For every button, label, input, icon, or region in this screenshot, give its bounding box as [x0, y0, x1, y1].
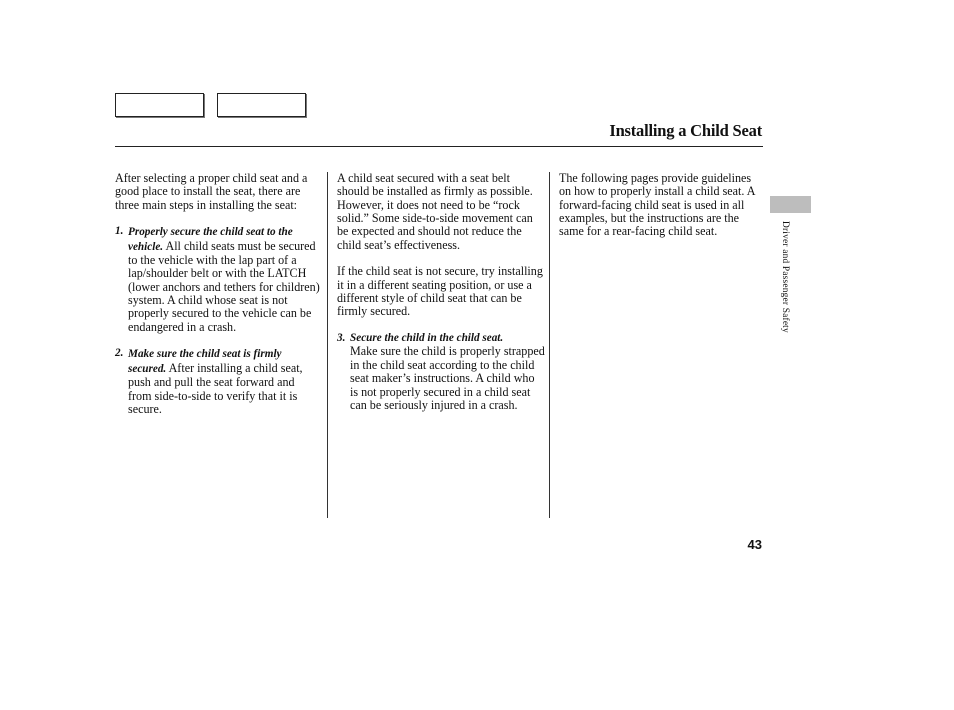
step-1-number: 1.: [115, 225, 124, 238]
step-3: [337, 332, 545, 412]
section-label: Driver and Passenger Safety: [780, 221, 790, 333]
text-column-2: [337, 172, 545, 426]
step-2: [115, 347, 320, 416]
step-2-number: 2.: [115, 347, 124, 360]
page-number: 43: [747, 537, 762, 552]
step-1-body: All child seats must be secured to the vehicle with the lap part of a lap/shoulder belt or with the LATCH (lower anchors and tethers for children) system. A child whose seat is not properly secured to the vehicle can be endangered in a crash.: [128, 238, 320, 334]
page-title: Installing a Child Seat: [609, 121, 762, 140]
intro-paragraph: After selecting a proper child seat and a good place to install the seat, there are three main steps in installing the seat:: [115, 171, 308, 212]
section-tab[interactable]: [770, 196, 811, 213]
step-3-body: Make sure the child is properly strapped in the child seat according to the child seat maker’s instructions. A child who is not properly secured in a child seat can be seriously injured in a crash.: [350, 344, 545, 412]
step-3-heading: Secure the child in the child seat.: [350, 332, 504, 345]
title-divider: [115, 146, 763, 147]
column-divider: [327, 172, 328, 518]
belt-paragraph: A child seat secured with a seat belt should be installed as firmly as possible. However, it does not need to be “rock solid.” Some side-to-side movement can be expected and should not reduce the child seat’s effectiveness.: [337, 171, 533, 252]
step-1: [115, 225, 320, 334]
text-column-1: [115, 172, 320, 430]
step-2-body: After installing a child seat, push and pull the seat forward and from side-to-side to verify that it is secure.: [128, 360, 303, 416]
column-divider: [549, 172, 550, 518]
text-column-3: [559, 172, 759, 252]
step-2-heading: Make sure the child seat is firmly secured.: [128, 348, 282, 375]
not-secure-paragraph: If the child seat is not secure, try installing it in a different seating position, or use a different style of child seat that can be firmly secured.: [337, 264, 543, 319]
nav-button-previous[interactable]: [115, 93, 204, 117]
nav-button-next[interactable]: [217, 93, 306, 117]
step-3-number: 3.: [337, 332, 346, 345]
guidelines-paragraph: The following pages provide guidelines on how to properly install a child seat. A forward-facing child seat is used in all examples, but the instructions are the same for a rear-facing child seat.: [559, 171, 755, 239]
step-1-heading: Properly secure the child seat to the vehicle.: [128, 226, 293, 253]
